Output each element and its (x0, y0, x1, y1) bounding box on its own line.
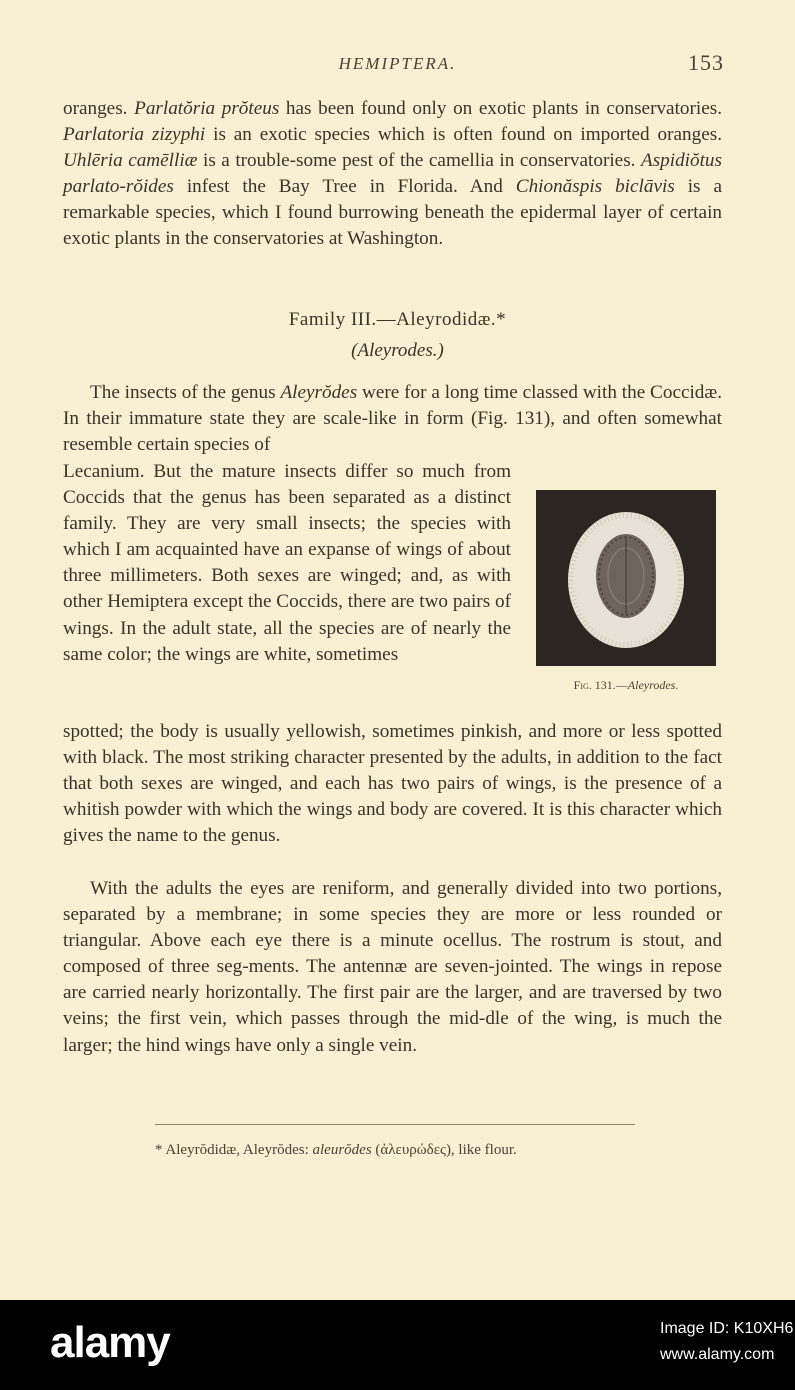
paragraph-2-part-1: The insects of the genus Aleyrŏdes were for a long time classed with the Coccidæ. In their immature state they are scale-like in form (Fig. 131), and often somewhat resemble certain species of (63, 382, 722, 456)
paragraph-1: oranges. Parlatŏria prŏteus has been found only on exotic plants in conservatories. Parlatoria zizyphi is an exotic species which is often found on imported oranges. Uhlēria camēlliæ is a trouble-some pest of the camellia in conservatories. Aspidiŏtus parlato-rŏides infest the Bay Tree in Florida. And Chionăspis biclāvis is a remarkable species, which I found burrowing beneath the epidermal layer of certain exotic plants in the conservatories at Washington. (63, 98, 722, 250)
page-number: 153 (688, 50, 724, 75)
footnote: * Aleyrŏdidæ, Aleyrŏdes: aleurŏdes (ἀλευρώδες), like flour. (155, 1142, 517, 1158)
paragraph-2-part-3: spotted; the body is usually yellowish, sometimes pinkish, and more or less spotted with black. The most striking character presented by the adults, in addition to the fact that both sexes are winged, and each has two pairs of wings, is the presence of a whitish powder with which the wings and body are covered. It is this character which gives the name to the genus. (63, 721, 722, 847)
running-head: HEMIPTERA. (338, 54, 457, 73)
footnote-divider (155, 1124, 635, 1125)
image-id-label: Image ID: K10XH6 (660, 1320, 794, 1337)
aleyrodes-scale-drawing (536, 490, 716, 666)
family-heading: Family III.—Aleyrodidæ.* (288, 309, 507, 330)
figure-caption: Fig. 131.—Aleyrodes. (573, 678, 679, 692)
genus-heading: (Aleyrodes.) (351, 340, 444, 361)
figure-aleyrodes-illustration (536, 490, 716, 666)
site-url: www.alamy.com (660, 1346, 775, 1363)
paragraph-2-part-2: Lecanium. But the mature insects differ so much from Coccids that the genus has been separated as a distinct family. They are very small insects; the species with which I am acquainted have an expanse of wings of about three millimeters. Both sexes are winged; and, as with other Hemiptera except the Coccids, there are two pairs of wings. In the adult state, all the species are of nearly the same color; the wings are white, sometimes (63, 461, 511, 665)
alamy-logo: alamy (50, 1318, 170, 1367)
paragraph-3: With the adults the eyes are reniform, and generally divided into two portions, separated by a membrane; in some species they are more or less rounded or triangular. Above each eye there is a minute ocellus. The rostrum is stout, and composed of three seg-ments. The antennæ are seven-jointed. The wings in repose are carried nearly horizontally. The first pair are the larger, and are traversed by two veins; the first vein, which passes through the mid-dle of the wing, is much the larger; the hind wings have only a single vein. (63, 878, 722, 1056)
